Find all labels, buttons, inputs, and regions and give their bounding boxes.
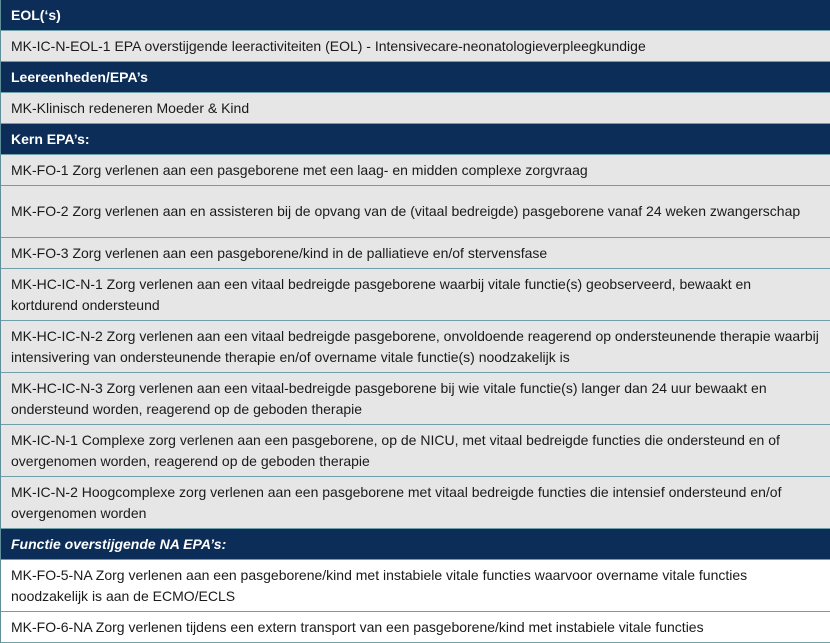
section-header-leereenheden (1, 62, 830, 93)
section-title: Functie overstijgende NA EPA’s: (11, 535, 227, 552)
table-row (1, 612, 830, 643)
table-row (1, 93, 830, 124)
section-header-eol (1, 0, 830, 31)
section-title: EOL(‘s) (11, 6, 61, 23)
section-header-kern-epas (1, 124, 830, 155)
table-row (1, 373, 830, 425)
row-text: MK-IC-N-1 Complexe zorg verlenen aan een pasgeborene, op de NICU, met vitaal bedreigde functies die ondersteund en of overgenomen worden, reagerend op de geboden therapie (11, 431, 780, 469)
table-row (1, 560, 830, 612)
row-text: MK-FO-5-NA Zorg verlenen aan een pasgeborene/kind met instabiele vitale functies waarvoor overname vitale functies noodzakelijk is aan de ECMO/ECLS (11, 566, 748, 604)
row-text: MK-FO-1 Zorg verlenen aan een pasgeborene met een laag- en midden complexe zorgvraag (11, 161, 588, 178)
table-row (1, 238, 830, 269)
table-row (1, 155, 830, 186)
row-text: MK-Klinisch redeneren Moeder & Kind (11, 99, 250, 116)
table-row (1, 269, 830, 321)
section-title: Kern EPA’s: (11, 130, 90, 147)
section-header-functie-overstijgend (1, 529, 830, 560)
row-text: MK-FO-3 Zorg verlenen aan een pasgeborene/kind in de palliatieve en/of stervensfase (11, 244, 548, 261)
row-text: MK-HC-IC-N-3 Zorg verlenen aan een vitaal-bedreigde pasgeborene bij wie vitale functie(s) langer dan 24 uur bewaakt en ondersteund worden, reagerend op de geboden therapie (11, 379, 767, 417)
row-text: MK-FO-2 Zorg verlenen aan en assisteren bij de opvang van de (vitaal bedreigde) pasgeborene vanaf 24 weken zwangerschap (11, 203, 801, 219)
row-text: MK-FO-6-NA Zorg verlenen tijdens een extern transport van een pasgeborene/kind met instabiele vitale functies (11, 618, 704, 635)
table-row (1, 425, 830, 477)
row-text: MK-HC-IC-N-2 Zorg verlenen aan een vitaal bedreigde pasgeborene, onvoldoende reagerend op ondersteunende therapie waarbij intensivering van ondersteunende therapie en/of overname vitale functie(s) noodzakelijk is (11, 327, 819, 365)
table-row (1, 186, 830, 238)
row-text: MK-IC-N-EOL-1 EPA overstijgende leeractiviteiten (EOL) - Intensivecare-neonatologieverpleegkundige (11, 37, 646, 54)
section-title: Leereenheden/EPA’s (11, 68, 148, 85)
row-text: MK-HC-IC-N-1 Zorg verlenen aan een vitaal bedreigde pasgeborene waarbij vitale functie(s) geobserveerd, bewaakt en kortdurend ondersteund (11, 275, 752, 313)
row-text: MK-IC-N-2 Hoogcomplexe zorg verlenen aan een pasgeborene met vitaal bedreigde functies die intensief ondersteund en/of overgenomen worden (11, 483, 782, 521)
table-row (1, 477, 830, 529)
table-row (1, 321, 830, 373)
table-row (1, 31, 830, 62)
